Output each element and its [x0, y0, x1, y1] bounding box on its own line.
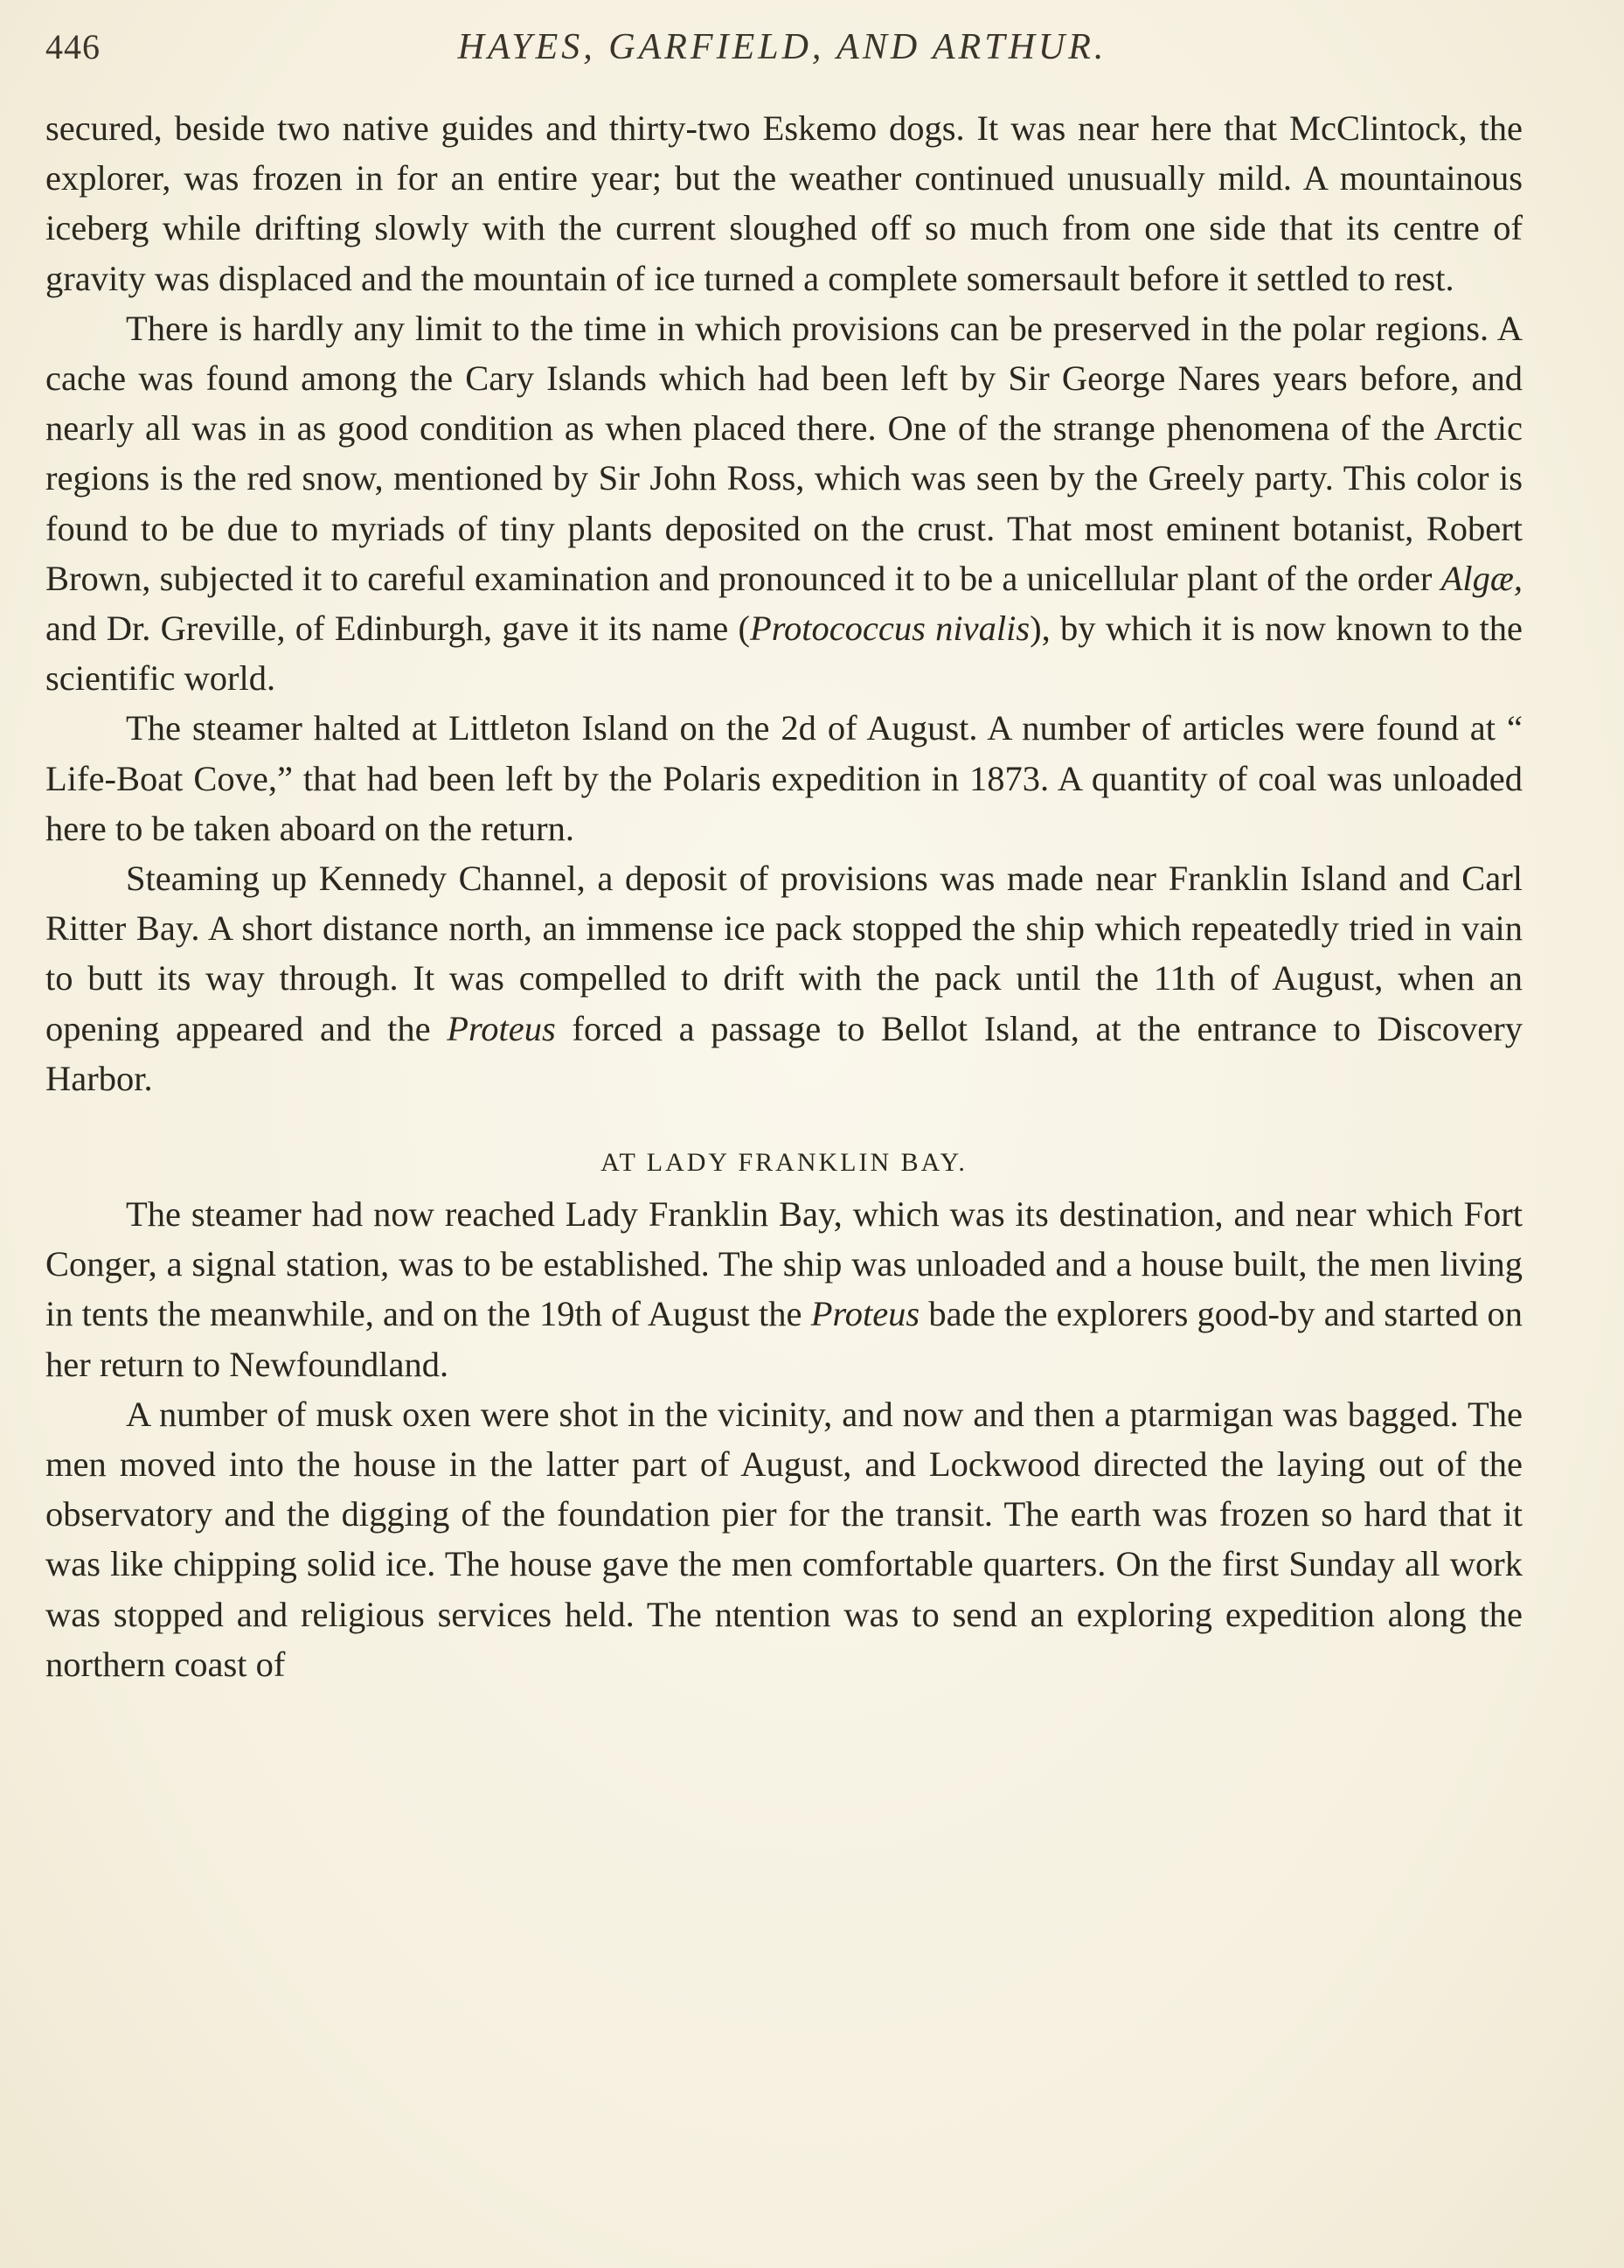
page-header [45, 26, 1519, 79]
ship-name: Proteus [447, 1008, 556, 1048]
paragraph-1: secured, beside two native guides and thirty-two Eskemo dogs. It was near here that McClintock, the explorer, was frozen in for an entire year; but the weather continued unusually mild. A mountainous iceberg while drifting slowly with the current sloughed off so much from one side that its centre of gravity was displaced and the mountain of ice turned a complete somersault before it settled to rest. [45, 108, 1523, 298]
page-number: 446 [45, 27, 101, 66]
body-text [45, 103, 1523, 1689]
section-heading: AT LADY FRANKLIN BAY. [600, 1148, 968, 1178]
paragraph-4-text-b: forced a passage to Bellot Island, at the entrance to Discovery Harbor. [45, 1008, 1523, 1098]
paragraph-5-text-a: The steamer had now reached Lady Franklin Bay, which was its destination, and near which Fort Conger, a signal station, was to be established. The ship was unloaded and a house built, the men living in tents the meanwhile, and on the 19th of August the [45, 1194, 1523, 1334]
paragraph-2-text-b: and Dr. Greville, of Edinburgh, gave it its name ( [45, 609, 750, 649]
paragraph-2-text-a: There is hardly any limit to the time in which provisions can be preserved in the polar regions. A cache was found among the Cary Islands which had been left by Sir George Nares years before, and nearly all was in as good condition as when placed there. One of the strange phenomena of the Arctic regions is the red snow, mentioned by Sir John Ross, which was seen by the Greely party. This color is found to be due to myriads of tiny plants deposited on the crust. That most eminent botanist, Robert Brown, subjected it to careful examination and pronounced it to be a unicellular plant of the order [45, 308, 1523, 598]
paragraph-5-text-b: bade the explorers good-by and started on her return to Newfoundland. [45, 1294, 1523, 1384]
paragraph-2-text-c: ), by which it is now known to the scientific world. [45, 609, 1523, 699]
running-title: HAYES, GARFIELD, AND ARTHUR. [457, 27, 1107, 67]
paragraph-4-text-a: Steaming up Kennedy Channel, a deposit of provisions was made near Franklin Island and Carl Ritter Bay. A short distance north, an immense ice pack stopped the ship which repeatedly tried in vain to butt its way through. It was compelled to drift with the pack until the 11th of August, when an opening appeared and the [45, 859, 1523, 1048]
ship-name: Proteus [810, 1294, 920, 1334]
paragraph-3: The steamer halted at Littleton Island on the 2d of August. A number of articles were found at “ Life-Boat Cove,” that had been left by the Polaris expedition in 1873. A quantity of coal was unloaded here to be taken aboard on the return. [45, 708, 1523, 848]
algae-term: Algæ, [1440, 558, 1523, 598]
paragraph-2 [45, 303, 1523, 704]
paragraph-6: A number of musk oxen were shot in the vicinity, and now and then a ptarmigan was bagged. The men moved into the house in the latter part of August, and Lockwood directed the laying out of the observatory and the digging of the foundation pier for the transit. The earth was frozen so hard that it was like chipping solid ice. The house gave the men comfortable quarters. On the first Sunday all work was stopped and religious services held. The ntention was to send an exploring expedition along the northern coast of [45, 1394, 1523, 1684]
paragraph-5 [45, 1189, 1523, 1389]
paragraph-4 [45, 853, 1523, 1103]
latin-name: Protococcus nivalis [749, 609, 1031, 649]
